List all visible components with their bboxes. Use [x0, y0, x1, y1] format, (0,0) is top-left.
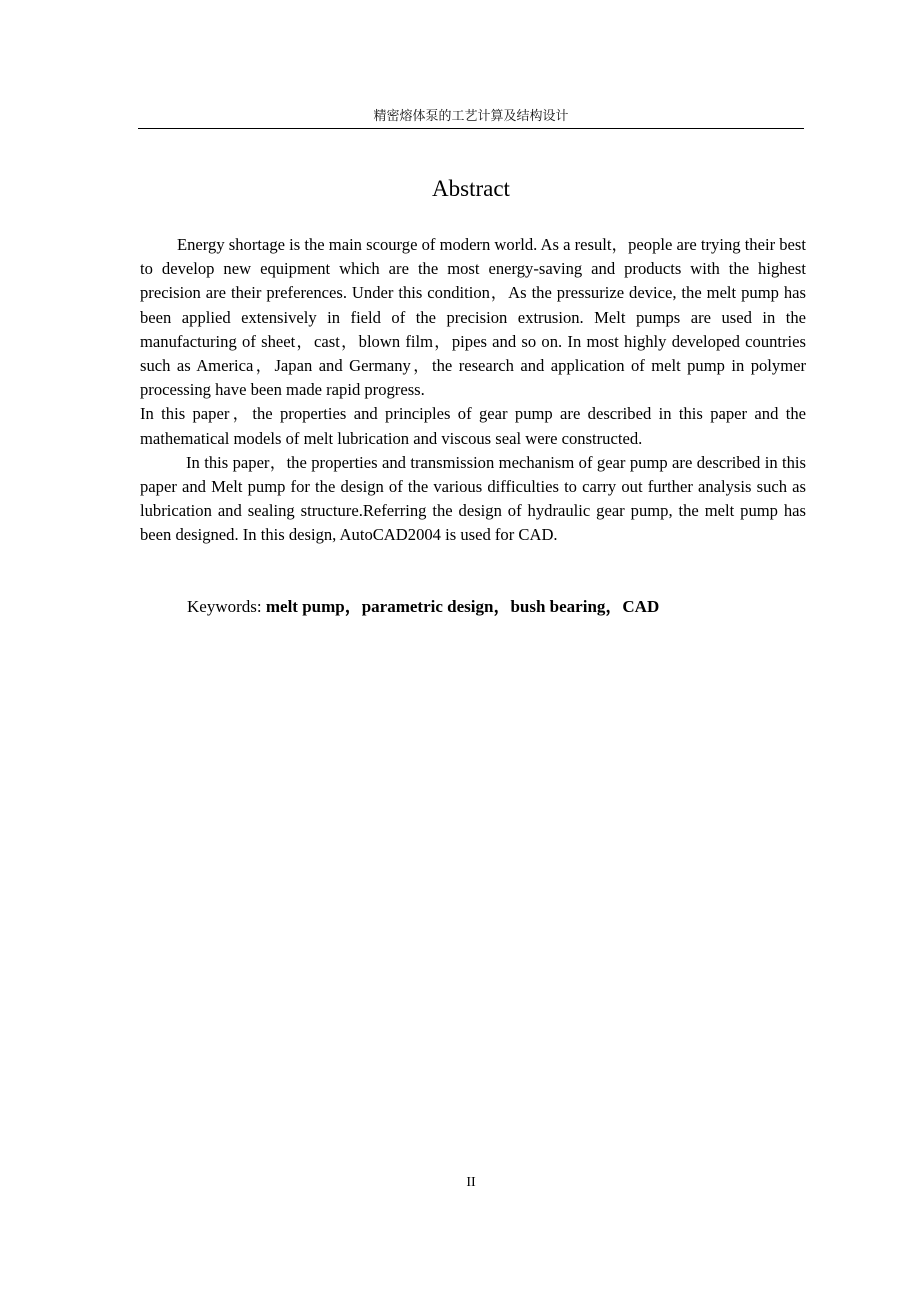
keywords-label: Keywords:	[187, 597, 266, 616]
abstract-title: Abstract	[432, 176, 510, 201]
abstract-paragraph-3: In this paper，the properties and transmission mechanism of gear pump are described in this paper and Melt pump for the design of the various difficulties to carry out further analysis such as lubrication and sealing structure.Referring the design of hydraulic gear pump, the melt pump has been designed. In this design, AutoCAD2004 is used for CAD.	[140, 452, 806, 545]
header-rule	[138, 128, 804, 129]
abstract-body	[140, 233, 806, 548]
running-header: 精密熔体泵的工艺计算及结构设计	[373, 109, 569, 124]
keywords-line	[187, 595, 659, 619]
page-number: II	[466, 1175, 476, 1190]
keywords-terms: melt pump，parametric design，bush bearing，CAD	[265, 597, 660, 616]
abstract-paragraph-2: In this paper，the properties and principles of gear pump are described in this paper and the mathematical models of melt lubrication and viscous seal were constructed.	[140, 404, 806, 448]
abstract-paragraph-1: Energy shortage is the main scourge of modern world. As a result，people are trying their best to develop new equipment which are the most energy-saving and products with the highest precision are their preferences. Under this condition，As the pressurize device, the melt pump has been applied extensively in field of the precision extrusion. Melt pumps are used in the manufacturing of sheet，cast，blown film，pipes and so on. In most highly developed countries such as America，Japan and Germany，the research and application of melt pump in polymer processing have been made rapid progress.	[140, 235, 806, 400]
